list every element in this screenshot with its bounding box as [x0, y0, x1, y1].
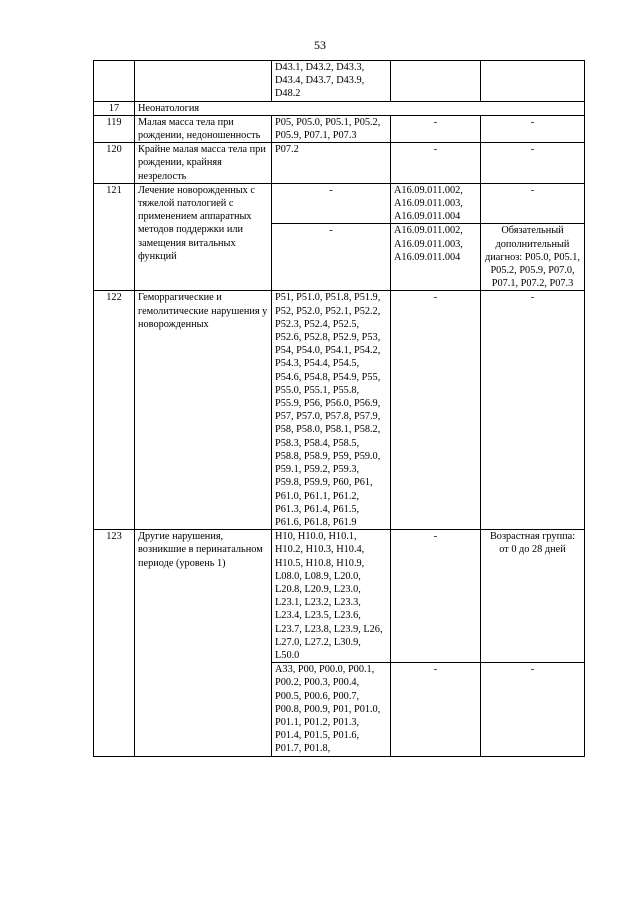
diagnosis-table: [93, 60, 585, 757]
cell-col4: -: [391, 663, 481, 756]
cell-num: [94, 61, 135, 102]
cell-col5: -: [481, 291, 585, 530]
table-row-122: [94, 291, 585, 530]
cell-col5: -: [481, 663, 585, 756]
table-row-119: [94, 115, 585, 142]
cell-codes: P07.2: [272, 143, 391, 184]
table-row-section: [94, 101, 585, 115]
table-row-123a: [94, 530, 585, 663]
cell-codes: H10, H10.0, H10.1, H10.2, H10.3, H10.4, H10.5, H10.8, H10.9, L08.0, L08.9, L20.0, L20.8, L20.9, L23.0, L23.1, L23.2, L23.3, L23.4, L23.5, L23.6, L23.7, L23.8, L23.9, L26, L27.0, L27.2, L30.9, L50.0: [272, 530, 391, 663]
cell-codes: -: [272, 224, 391, 291]
cell-name: [135, 61, 272, 102]
cell-codes: P51, P51.0, P51.8, P51.9, P52, P52.0, P52.1, P52.2, P52.3, P52.4, P52.5, P52.6, P52.8, P52.9, P53, P54, P54.0, P54.1, P54.2, P54.3, P54.4, P54.5, P54.6, P54.8, P54.9, P55, P55.0, P55.1, P55.8, P55.9, P56, P56.0, P56.9, P57, P57.0, P57.8, P57.9, P58, P58.0, P58.1, P58.2, P58.3, P58.4, P58.5, P58.8, P58.9, P59, P59.0, P59.1, P59.2, P59.3, P59.8, P59.9, P60, P61, P61.0, P61.1, P61.2, P61.3, P61.4, P61.5, P61.6, P61.8, P61.9: [272, 291, 391, 530]
page-number: 53: [314, 38, 326, 52]
cell-codes: P05, P05.0, P05.1, P05.2, P05.9, P07.1, P07.3: [272, 115, 391, 142]
table-row-continuation: [94, 61, 585, 102]
cell-name: Лечение новорожденных с тяжелой патологией с применением аппаратных методов поддержки или замещения витальных функций: [135, 183, 272, 291]
cell-num: 121: [94, 183, 135, 291]
cell-name: Крайне малая масса тела при рождении, крайняя незрелость: [135, 143, 272, 184]
cell-num: 120: [94, 143, 135, 184]
section-num: 17: [94, 101, 135, 115]
cell-name: Другие нарушения, возникшие в перинатальном периоде (уровень 1): [135, 530, 272, 756]
cell-codes: D43.1, D43.2, D43.3, D43.4, D43.7, D43.9, D48.2: [272, 61, 391, 102]
cell-col5: -: [481, 183, 585, 224]
cell-col5: Возрастная группа: от 0 до 28 дней: [481, 530, 585, 663]
section-title: Неонатология: [135, 101, 585, 115]
cell-codes: A33, P00, P00.0, P00.1, P00.2, P00.3, P00.4, P00.5, P00.6, P00.7, P00.8, P00.9, P01, P01.0, P01.1, P01.2, P01.3, P01.4, P01.5, P01.6, P01.7, P01.8,: [272, 663, 391, 756]
cell-col5: Обязательный дополнительный диагноз: P05.0, P05.1, P05.2, P05.9, P07.0, P07.1, P07.2, P07.3: [481, 224, 585, 291]
cell-col4: -: [391, 291, 481, 530]
cell-col4: -: [391, 530, 481, 663]
cell-col5: -: [481, 143, 585, 184]
cell-name: Геморрагические и гемолитические нарушения у новорожденных: [135, 291, 272, 530]
cell-num: 123: [94, 530, 135, 756]
table-row-121a: [94, 183, 585, 224]
cell-num: 122: [94, 291, 135, 530]
table-row-120: [94, 143, 585, 184]
cell-col4: [391, 61, 481, 102]
cell-col4: A16.09.011.002, A16.09.011.003, A16.09.011.004: [391, 183, 481, 224]
cell-col4: -: [391, 143, 481, 184]
cell-num: 119: [94, 115, 135, 142]
cell-col4: A16.09.011.002, A16.09.011.003, A16.09.011.004: [391, 224, 481, 291]
cell-col5: [481, 61, 585, 102]
cell-col5: -: [481, 115, 585, 142]
cell-col4: -: [391, 115, 481, 142]
cell-name: Малая масса тела при рождении, недоношенность: [135, 115, 272, 142]
cell-codes: -: [272, 183, 391, 224]
